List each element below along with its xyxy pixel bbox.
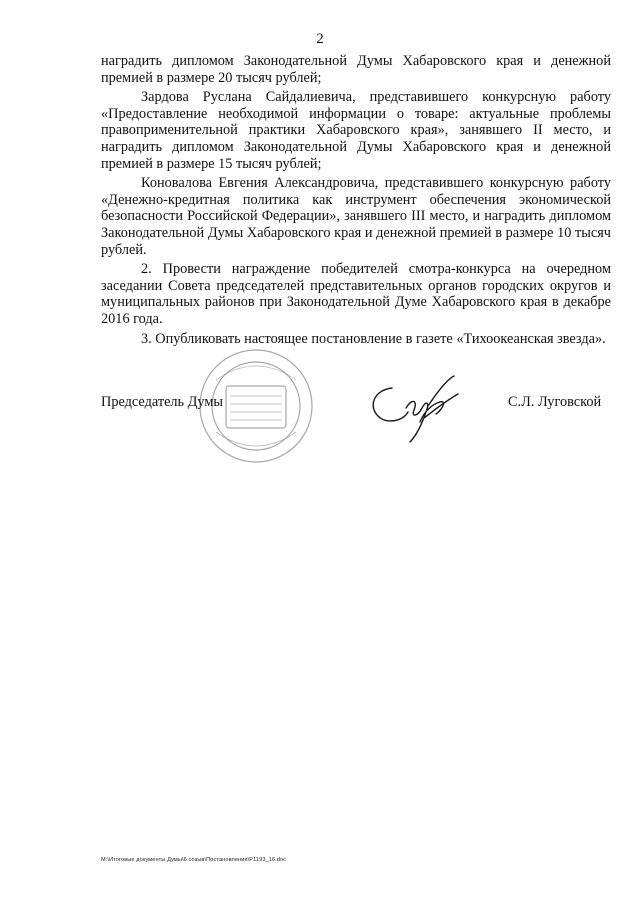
- paragraph-third-place: Коновалова Евгения Александровича, представившего конкурсную работу «Денежно-кредитная политика как инструмент обеспечения экономической безопасности Российской Федерации», занявшего III место, и наградить дипломом Законодательной Думы Хабаровского края и денежной премией в размере 10 тысяч рублей.: [101, 175, 611, 258]
- paragraph-ceremony: 2. Провести награждение победителей смотра-конкурса на очередном заседании Совета председателей представительных органов городских округов и муниципальных районов при Законодательной Думе Хабаровского края в декабре 2016 года.: [101, 261, 611, 327]
- paragraph-publish: 3. Опубликовать настоящее постановление в газете «Тихоокеанская звезда».: [141, 330, 606, 347]
- chairman-title: Председатель Думы: [101, 394, 224, 410]
- handwritten-signature: [362, 372, 472, 444]
- paragraph-award-first: наградить дипломом Законодательной Думы Хабаровского края и денежной премией в размере 20 тысяч рублей;: [101, 53, 611, 86]
- document-body: [101, 53, 611, 347]
- page-number: 2: [316, 31, 324, 47]
- footer-file-path: M:\Итоговые документы Думы\6 созыв\Постановления\P1193_16.doc: [101, 857, 287, 863]
- chairman-name: С.Л. Луговской: [508, 394, 602, 410]
- paragraph-second-place: Зардова Руслана Сайдалиевича, представившего конкурсную работу «Предоставление необходимой информации о товаре: актуальные проблемы правоприменительной практики Хабаровского края», занявшего II место, и наградить дипломом Законодательной Думы Хабаровского края и денежной премией в размере 15 тысяч рублей;: [101, 89, 611, 172]
